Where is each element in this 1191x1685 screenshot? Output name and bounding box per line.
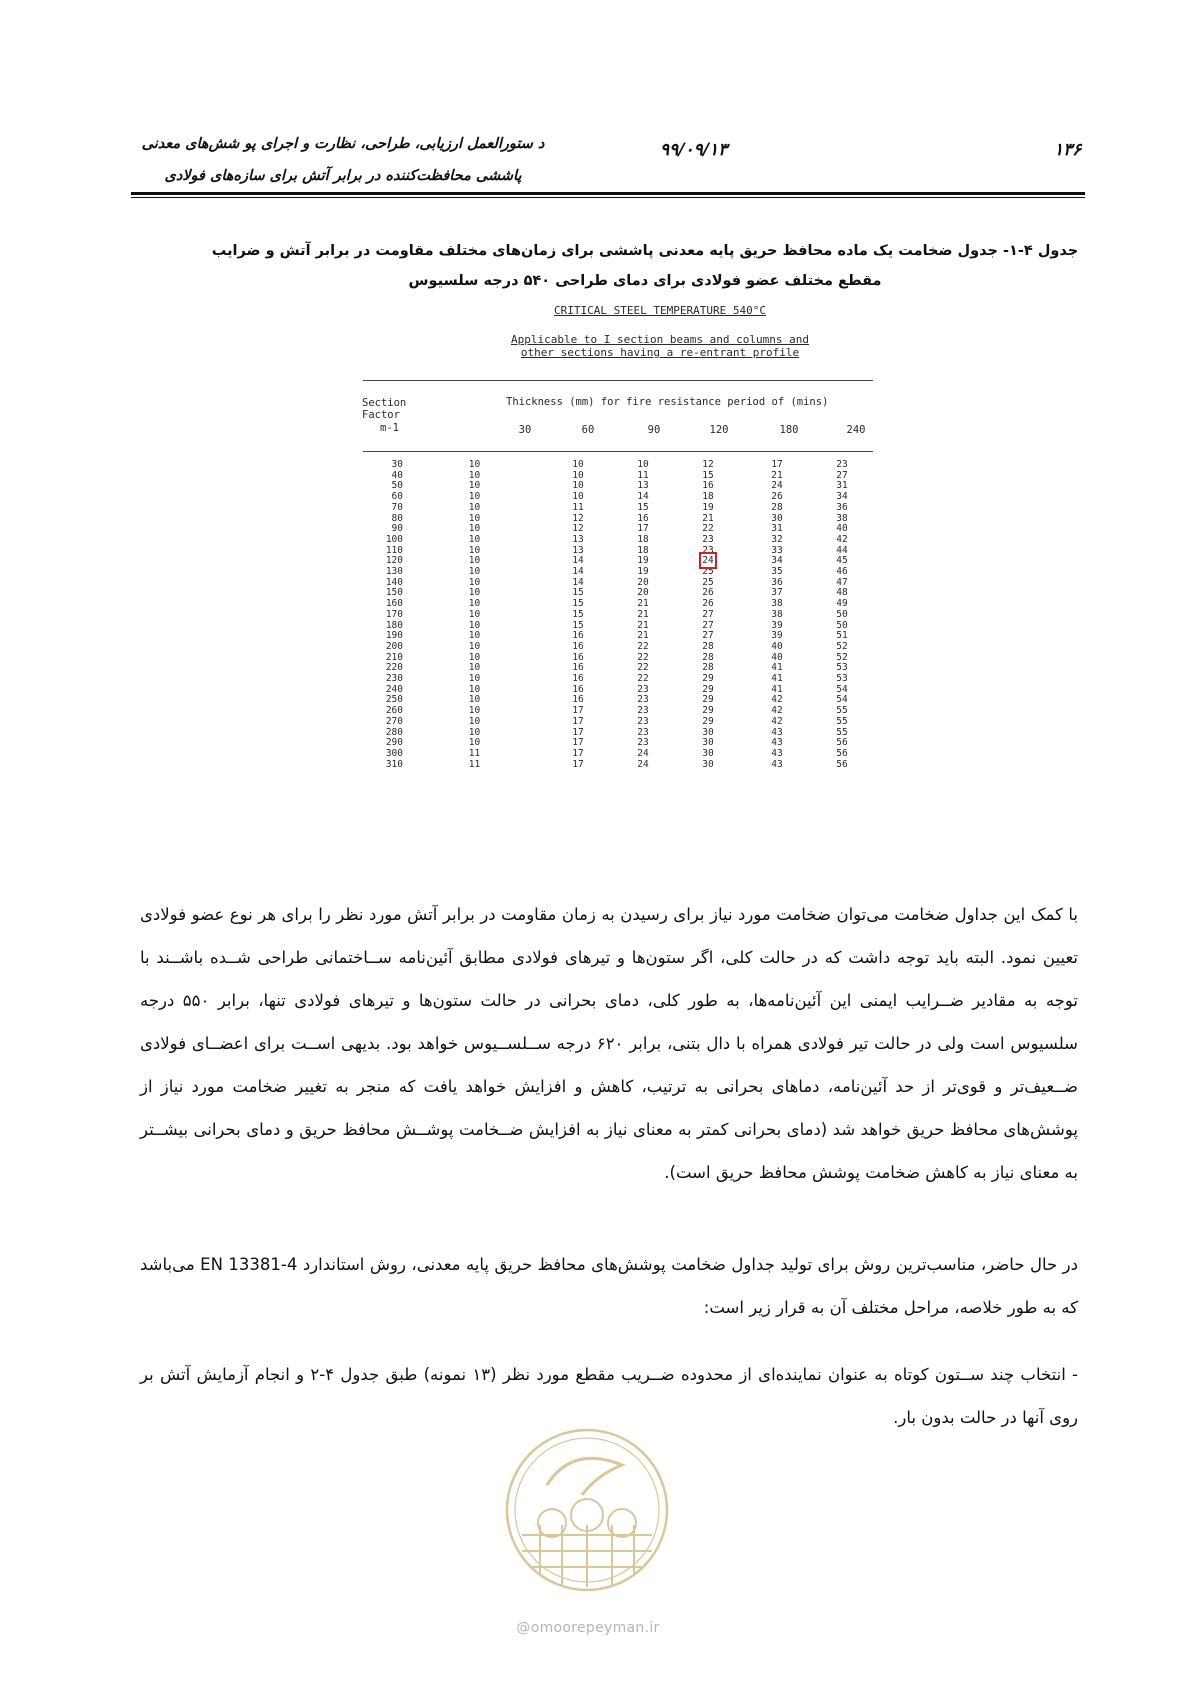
thickness-cell: 10	[468, 533, 481, 545]
thickness-cell: 43	[771, 737, 783, 749]
thickness-cell: 10	[572, 480, 584, 492]
thickness-cell: 41	[771, 662, 783, 674]
thickness-cell: 23	[637, 726, 649, 738]
thickness-cell: 10	[468, 737, 481, 749]
table-title: CRITICAL STEEL TEMPERATURE 540°C	[554, 304, 766, 317]
thickness-cell: 10	[468, 544, 481, 556]
thickness-cell: 23	[836, 459, 848, 470]
thickness-cell: 42	[771, 705, 783, 717]
caption-line-2: مقطع مختلف عضو فولادی برای دمای طراحی ۵۴۰ درجه سلسیوس	[408, 273, 882, 289]
table-row	[363, 663, 870, 674]
thickness-cell: 11	[637, 469, 649, 481]
section-factor-cell: 210	[385, 651, 403, 663]
table-row	[363, 717, 870, 728]
thickness-cell: 28	[702, 651, 714, 663]
table-rule-top	[363, 380, 873, 381]
thickness-cell: 29	[702, 715, 714, 727]
thickness-cell: 10	[468, 566, 481, 578]
thickness-cell: 29	[702, 705, 714, 717]
thickness-cell: 10	[468, 480, 481, 492]
thickness-cell: 54	[836, 683, 848, 695]
thickness-cell: 32	[771, 533, 783, 545]
thickness-cell: 29	[702, 683, 714, 695]
thickness-cell: 22	[637, 662, 649, 674]
paragraph-2	[140, 1243, 1078, 1329]
caption-line-1: جدول ۴-۱- جدول ضخامت یک ماده محافظ حریق پایه معدنی پاششی برای زمان‌های مختلف مقاومت در برابر آتش و ضرایب	[211, 243, 1079, 259]
thickness-cell: 35	[771, 566, 783, 578]
section-factor-cell: 80	[391, 512, 403, 524]
thickness-cell: 16	[572, 662, 584, 674]
thickness-cell: 55	[836, 715, 848, 727]
thickness-cell: 30	[702, 726, 714, 738]
thickness-cell: 22	[637, 673, 649, 685]
thickness-cell: 10	[468, 683, 481, 695]
table-row	[363, 567, 870, 578]
table-row	[363, 706, 870, 717]
thickness-cell: 16	[572, 651, 584, 663]
thickness-cell: 24	[637, 747, 649, 759]
thickness-cell: 10	[468, 640, 481, 652]
thickness-cell: 15	[572, 598, 584, 610]
thickness-cell: 50	[836, 608, 848, 620]
table-row	[363, 728, 870, 739]
standard-code: EN 13381-4	[200, 1255, 298, 1274]
paragraph-2-text-a: در حال حاضر، مناسب‌ترین روش برای تولید جداول ضخامت پوشش‌های محافظ حریق پایه معدنی، روش استاندارد	[302, 1255, 1078, 1274]
thickness-cell: 45	[836, 555, 848, 567]
thickness-cell: 25	[702, 576, 714, 588]
thickness-cell: 31	[836, 480, 848, 492]
section-factor-cell: 70	[391, 501, 403, 513]
table-subtitle-line-1: Applicable to I section beams and columns and	[510, 333, 809, 346]
column-header: 240	[846, 424, 866, 436]
thickness-cell: 17	[572, 747, 584, 759]
thickness-cell: 10	[468, 694, 481, 706]
thickness-cell: 38	[771, 608, 783, 620]
table-subtitle-line-2: other sections having a re-entrant profile	[520, 346, 800, 359]
section-factor-cell: 50	[391, 480, 403, 492]
thickness-cell: 10	[468, 651, 481, 663]
thickness-cell: 17	[572, 726, 584, 738]
thickness-cell: 21	[637, 598, 649, 610]
section-factor-cell: 300	[385, 747, 403, 759]
thickness-cell: 18	[702, 491, 714, 503]
thickness-cell: 23	[637, 705, 649, 717]
table-row	[363, 503, 870, 514]
thickness-cell: 43	[771, 747, 783, 759]
thickness-cell: 17	[572, 705, 584, 717]
table-row	[363, 674, 870, 685]
thickness-cell: 54	[836, 694, 848, 706]
thickness-cell: 16	[702, 480, 714, 492]
thickness-cell: 22	[637, 651, 649, 663]
section-factor-cell: 110	[385, 544, 403, 556]
section-factor-cell: 170	[385, 608, 403, 620]
section-factor-cell: 90	[391, 523, 403, 535]
thickness-cell: 26	[702, 598, 714, 610]
thickness-cell: 10	[572, 459, 584, 470]
thickness-cell: 10	[468, 555, 481, 567]
section-factor-cell: 30	[391, 459, 403, 470]
thickness-cell: 21	[771, 469, 783, 481]
thickness-cell: 22	[637, 640, 649, 652]
thickness-cell: 10	[468, 662, 481, 674]
thickness-cell: 21	[637, 619, 649, 631]
header-title-line-2: پاششی محافظت‌کننده در برابر آتش برای سازه‌های فولادی	[164, 167, 522, 184]
thickness-cell: 10	[468, 459, 481, 470]
thickness-cell: 55	[836, 726, 848, 738]
header-rule-thin	[131, 197, 1085, 198]
thickness-cell: 10	[572, 491, 584, 503]
table-row	[363, 524, 870, 535]
thickness-cell: 15	[702, 469, 714, 481]
table-row	[363, 535, 870, 546]
thickness-cell: 14	[637, 491, 649, 503]
thickness-cell: 51	[836, 630, 848, 642]
thickness-cell: 53	[836, 662, 848, 674]
thickness-cell: 22	[702, 523, 714, 535]
thickness-cell: 17	[572, 758, 584, 770]
thickness-cell: 10	[468, 598, 481, 610]
thickness-cell: 40	[771, 640, 783, 652]
thickness-cell: 37	[771, 587, 783, 599]
thickness-cell: 53	[836, 673, 848, 685]
thickness-cell: 11	[468, 747, 481, 759]
thickness-cell: 23	[637, 715, 649, 727]
section-factor-cell: 220	[385, 662, 403, 674]
thickness-cell: 26	[771, 491, 783, 503]
thickness-table	[363, 460, 870, 770]
thickness-cell: 10	[468, 715, 481, 727]
thickness-cell: 56	[836, 737, 848, 749]
thickness-cell: 10	[468, 491, 481, 503]
thickness-cell: 28	[702, 662, 714, 674]
thickness-cell: 10	[468, 705, 481, 717]
paragraph-3: - انتخاب چند ســتون کوتاه به عنوان نماینده‌ای از محدوده ضــریب مقطع مورد نظر (۱۳ نمونه) طبق جدول ۴-۲ و انجام آزمایش آتش بر روی آنها در حالت بدون بار.	[140, 1365, 1079, 1427]
thickness-cell: 18	[637, 533, 649, 545]
thickness-cell: 16	[572, 683, 584, 695]
table-row	[363, 760, 870, 771]
table-caption	[200, 236, 1090, 296]
thickness-cell: 38	[836, 512, 848, 524]
thickness-cell: 30	[702, 747, 714, 759]
thickness-cell: 33	[771, 544, 783, 556]
row-label-section: Section	[362, 397, 407, 409]
section-factor-cell: 310	[385, 758, 403, 770]
section-factor-cell: 140	[385, 576, 403, 588]
thickness-cell: 23	[702, 544, 714, 556]
thickness-cell: 50	[836, 619, 848, 631]
thickness-cell: 13	[637, 480, 649, 492]
thickness-cell: 41	[771, 673, 783, 685]
section-factor-cell: 290	[385, 737, 403, 749]
thickness-cell: 30	[702, 737, 714, 749]
table-row	[363, 621, 870, 632]
header-rule-thick	[131, 192, 1085, 195]
thickness-cell: 25	[702, 566, 714, 578]
thickness-cell: 10	[468, 587, 481, 599]
section-factor-cell: 190	[385, 630, 403, 642]
thickness-cell: 36	[836, 501, 848, 513]
section-factor-cell: 260	[385, 705, 403, 717]
thickness-cell: 10	[468, 523, 481, 535]
thickness-cell: 16	[637, 512, 649, 524]
thickness-cell: 21	[637, 608, 649, 620]
table-row	[363, 578, 870, 589]
thickness-cell: 13	[572, 533, 584, 545]
thickness-cell: 10	[468, 619, 481, 631]
section-factor-cell: 230	[385, 673, 403, 685]
thickness-cell: 17	[572, 737, 584, 749]
paragraph-2-text-b: می‌باشد که به طور خلاصه، مراحل مختلف آن به قرار زیر است:	[140, 1255, 1078, 1317]
thickness-cell: 36	[771, 576, 783, 588]
table-rule-header	[363, 451, 873, 452]
thickness-cell: 30	[771, 512, 783, 524]
thickness-cell: 12	[572, 512, 584, 524]
thickness-cell: 28	[771, 501, 783, 513]
thickness-cell: 14	[572, 566, 584, 578]
table-row	[363, 556, 870, 567]
thickness-cell: 27	[702, 630, 714, 642]
thickness-cell: 17	[771, 459, 783, 470]
table-row	[363, 749, 870, 760]
table-row	[363, 653, 870, 664]
thickness-cell: 21	[702, 512, 714, 524]
thickness-cell: 18	[637, 544, 649, 556]
table-row	[363, 588, 870, 599]
column-header: 30	[518, 424, 532, 436]
thickness-cell: 40	[836, 523, 848, 535]
page-number: ۱۳۶	[1054, 140, 1082, 160]
thickness-cell: 10	[468, 630, 481, 642]
thickness-cell: 43	[771, 758, 783, 770]
table-row	[363, 546, 870, 557]
thickness-cell: 31	[771, 523, 783, 535]
thickness-cell: 42	[836, 533, 848, 545]
table-row	[363, 460, 870, 471]
section-factor-cell: 120	[385, 555, 403, 567]
thickness-cell: 39	[771, 630, 783, 642]
thickness-cell: 42	[771, 715, 783, 727]
thickness-cell: 15	[572, 587, 584, 599]
section-factor-cell: 60	[391, 491, 403, 503]
thickness-cell: 16	[572, 673, 584, 685]
thickness-cell: 10	[637, 459, 649, 470]
table-subtitle	[400, 333, 920, 359]
thickness-cell: 27	[702, 608, 714, 620]
thickness-cell: 26	[702, 587, 714, 599]
thickness-cell: 10	[468, 576, 481, 588]
thickness-cell: 41	[771, 683, 783, 695]
thickness-cell: 23	[702, 533, 714, 545]
thickness-cell: 19	[637, 555, 649, 567]
thickness-cell: 15	[572, 608, 584, 620]
thickness-cell: 27	[702, 619, 714, 631]
thickness-cell: 11	[572, 501, 584, 513]
thickness-cell: 39	[771, 619, 783, 631]
column-header: 60	[581, 424, 595, 436]
thickness-cell: 56	[836, 758, 848, 770]
thickness-cell: 30	[702, 758, 714, 770]
column-header: 90	[647, 424, 661, 436]
section-factor-cell: 150	[385, 587, 403, 599]
section-factor-cell: 270	[385, 715, 403, 727]
thickness-cell: 42	[771, 694, 783, 706]
thickness-cell: 16	[572, 630, 584, 642]
seal-logo	[502, 1425, 672, 1595]
thickness-cell: 29	[702, 694, 714, 706]
thickness-cell: 17	[572, 715, 584, 727]
column-header: 180	[779, 424, 799, 436]
thickness-cell: 10	[468, 673, 481, 685]
thickness-cell: 14	[572, 555, 584, 567]
thickness-cell: 16	[572, 694, 584, 706]
thickness-cell: 15	[637, 501, 649, 513]
section-factor-cell: 130	[385, 566, 403, 578]
column-header: 120	[709, 424, 729, 436]
thickness-cell: 23	[637, 683, 649, 695]
thickness-cell: 20	[637, 587, 649, 599]
header-title-line-1: د ستورالعمل ارزیابی، طراحی، نظارت و اجرای پو شش‌های معدنی	[141, 135, 545, 152]
thickness-cell: 15	[572, 619, 584, 631]
thickness-cell: 47	[836, 576, 848, 588]
section-factor-cell: 240	[385, 683, 403, 695]
thickness-cell: 27	[836, 469, 848, 481]
thickness-cell: 17	[637, 523, 649, 535]
column-group-title: Thickness (mm) for fire resistance period of (mins)	[506, 396, 829, 408]
row-label-factor: Factor	[362, 409, 400, 421]
thickness-cell: 29	[702, 673, 714, 685]
thickness-cell: 19	[702, 501, 714, 513]
thickness-cell: 16	[572, 640, 584, 652]
section-factor-cell: 250	[385, 694, 403, 706]
thickness-cell: 23	[637, 737, 649, 749]
thickness-cell: 10	[468, 512, 481, 524]
thickness-cell: 56	[836, 747, 848, 759]
running-header-title	[103, 128, 583, 192]
thickness-cell: 40	[771, 651, 783, 663]
thickness-cell: 48	[836, 587, 848, 599]
table-row	[363, 471, 870, 482]
thickness-cell: 43	[771, 726, 783, 738]
thickness-cell: 38	[771, 598, 783, 610]
thickness-cell: 34	[771, 555, 783, 567]
thickness-cell: 24	[771, 480, 783, 492]
table-row	[363, 631, 870, 642]
table-row	[363, 514, 870, 525]
thickness-cell: 14	[572, 576, 584, 588]
table-row	[363, 492, 870, 503]
thickness-cell: 49	[836, 598, 848, 610]
thickness-cell: 55	[836, 705, 848, 717]
thickness-cell: 12	[572, 523, 584, 535]
section-factor-cell: 100	[385, 533, 403, 545]
thickness-cell: 19	[637, 566, 649, 578]
header-date: ۹۹/۰۹/۱۳	[660, 140, 728, 160]
thickness-cell: 44	[836, 544, 848, 556]
thickness-cell: 10	[468, 608, 481, 620]
section-factor-cell: 280	[385, 726, 403, 738]
thickness-cell: 23	[637, 694, 649, 706]
thickness-cell: 13	[572, 544, 584, 556]
thickness-cell: 28	[702, 640, 714, 652]
section-factor-cell: 180	[385, 619, 403, 631]
thickness-cell: 34	[836, 491, 848, 503]
thickness-cell: 10	[572, 469, 584, 481]
thickness-cell: 52	[836, 651, 848, 663]
section-factor-cell: 200	[385, 640, 403, 652]
thickness-cell: 11	[468, 758, 481, 770]
thickness-cell: 46	[836, 566, 848, 578]
section-factor-cell: 160	[385, 598, 403, 610]
section-factor-cell: 40	[391, 469, 403, 481]
thickness-cell: 10	[468, 469, 481, 481]
paragraph-1: با کمک این جداول ضخامت می‌توان ضخامت مورد نیاز برای رسیدن به زمان مقاومت در برابر آتش مورد نظر را برای هر نوع عضو فولادی تعیین نمود. البته باید توجه داشت که در حالت کلی، اگر ستون‌ها و تیرهای فولادی مطابق آئین‌نامه ســاختمانی طراحی شــده باشــند با توجه به مقادیر ضــرایب ایمنی این آئین‌نامه‌ها، به طور کلی، دمای بحرانی در حالت ستون‌ها و تیرهای فولادی تنها، برابر ۵۵۰ درجه سلسیوس است ولی در حالت تیر فولادی همراه با دال بتنی، برابر ۶۲۰ درجه ســلســیوس خواهد بود. بدیهی اســت برای اعضــای فولادی ضــعیف‌تر و قوی‌تر از حد آئین‌نامه، دماهای بحرانی به ترتیب، کاهش و افزایش خواهد یافت که منجر به تغییر ضخامت مورد نیاز از پوشش‌های محافظ حریق خواهد شد (دمای بحرانی کمتر به معنای نیاز به افزایش ضــخامت پوشــش محافظ حریق و دمای بحرانی بیشــتر به معنای نیاز به کاهش ضخامت پوشش محافظ حریق است).	[140, 905, 1078, 1182]
thickness-cell: 24	[637, 758, 649, 770]
table-row	[363, 481, 870, 492]
table-row	[363, 685, 870, 696]
highlighted-cell: 24	[702, 555, 714, 567]
table-row	[363, 738, 870, 749]
table-row	[363, 599, 870, 610]
thickness-cell: 21	[637, 630, 649, 642]
row-label-unit: m-1	[380, 422, 399, 434]
thickness-cell: 20	[637, 576, 649, 588]
thickness-cell: 10	[468, 726, 481, 738]
watermark-handle: @omoorepeyman.ir	[516, 1620, 660, 1636]
table-row	[363, 695, 870, 706]
thickness-cell: 10	[468, 501, 481, 513]
table-row	[363, 642, 870, 653]
thickness-cell: 52	[836, 640, 848, 652]
thickness-cell: 12	[702, 459, 714, 470]
table-row	[363, 610, 870, 621]
